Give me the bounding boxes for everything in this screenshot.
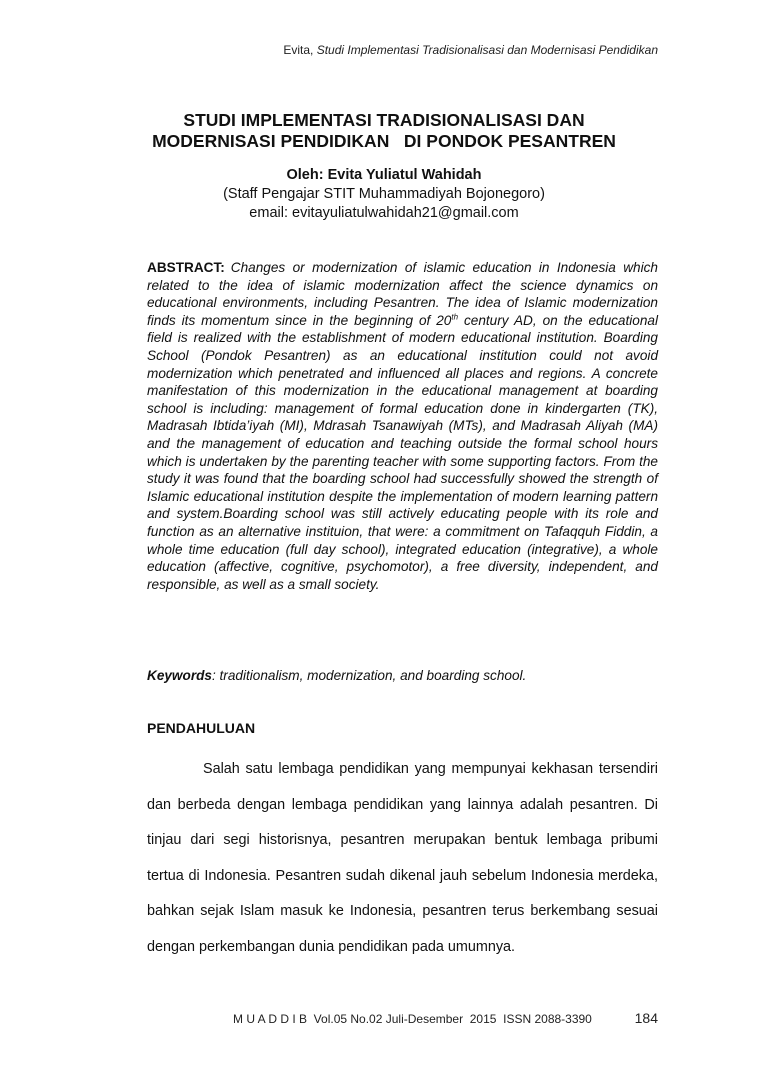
keywords-label: Keywords bbox=[147, 668, 212, 683]
body-text bbox=[147, 752, 658, 965]
running-header bbox=[283, 43, 658, 57]
abstract bbox=[147, 259, 658, 593]
abstract-text-part-2: century AD, on the educational field is realized with the establishment of modern educational institution. Boarding School (Pondok Pesantren) as an educational institution could not avoid modernization which penetrated and influenced all places and regions. A concrete manifestation of this modernization in the educational management at boarding school is including: management of formal education done in kindergarten (TK), Madrasah Ibtida’iyah (MI), Mdrasah Tsanawiyah (MTs), and Madrasah Aliyah (MA) and the management of education and teaching outside the formal school hours which is undertaken by the parenting teacher with some supporting factors. From the study it was found that the boarding school had successfully showed the strength of Islamic educational institution despite the implementation of modern learning pattern and system.Boarding school was still actively educating people with its role and function as an alternative instituion, that were: a commitment on Tafaqquh Fiddin, a whole time education (full day school), integrated education (integrative), a whole education (affective, cognitive, psychomotor), a free diversity, independent, and responsible, as well as a small society. bbox=[147, 312, 658, 592]
title-line-2: MODERNISASI PENDIDIKAN DI PONDOK PESANTREN bbox=[152, 131, 616, 151]
paper-title bbox=[0, 110, 768, 152]
author-block bbox=[0, 166, 768, 223]
author-affiliation: (Staff Pengajar STIT Muhammadiyah Bojonegoro) bbox=[223, 186, 545, 202]
abstract-superscript: th bbox=[451, 312, 459, 322]
keywords-text: : traditionalism, modernization, and boarding school. bbox=[211, 668, 527, 683]
body-paragraph: Salah satu lembaga pendidikan yang mempunyai kekhasan tersendiri dan berbeda dengan lembaga pendidikan yang lainnya adalah pesantren. Di tinjau dari segi historisnya, pesantren merupakan bentuk lembaga pribumi tertua di Indonesia. Pesantren sudah dikenal jauh sebelum Indonesia merdeka, bahkan sejak Islam masuk ke Indonesia, pesantren terus berkembang sesuai dengan perkembangan dunia pendidikan pada umumnya. bbox=[147, 761, 658, 955]
author-byline: Oleh: Evita Yuliatul Wahidah bbox=[286, 167, 482, 183]
abstract-label: ABSTRACT: bbox=[147, 260, 225, 275]
keywords bbox=[147, 667, 658, 685]
author-email: email: evitayuliatulwahidah21@gmail.com bbox=[249, 205, 519, 221]
page-number: 184 bbox=[634, 1010, 658, 1026]
header-author: Evita, bbox=[283, 43, 314, 57]
section-heading: PENDAHULUAN bbox=[147, 720, 256, 736]
title-line-1: STUDI IMPLEMENTASI TRADISIONALISASI DAN bbox=[183, 110, 585, 130]
page-footer bbox=[233, 1012, 658, 1026]
footer-journal: M U A D D I B Vol.05 No.02 Juli-Desember 2015 ISSN 2088-3390 bbox=[233, 1012, 592, 1026]
abstract-text-part-1: Changes or modernization of islamic education in Indonesia which related to the idea of islamic modernization affect the science dynamics on educational environments, including Pesantren. The idea of Islamic modernization finds its momentum since in the beginning of 20 bbox=[147, 260, 658, 328]
header-journal-title: Studi Implementasi Tradisionalisasi dan Modernisasi Pendidikan bbox=[316, 43, 658, 57]
